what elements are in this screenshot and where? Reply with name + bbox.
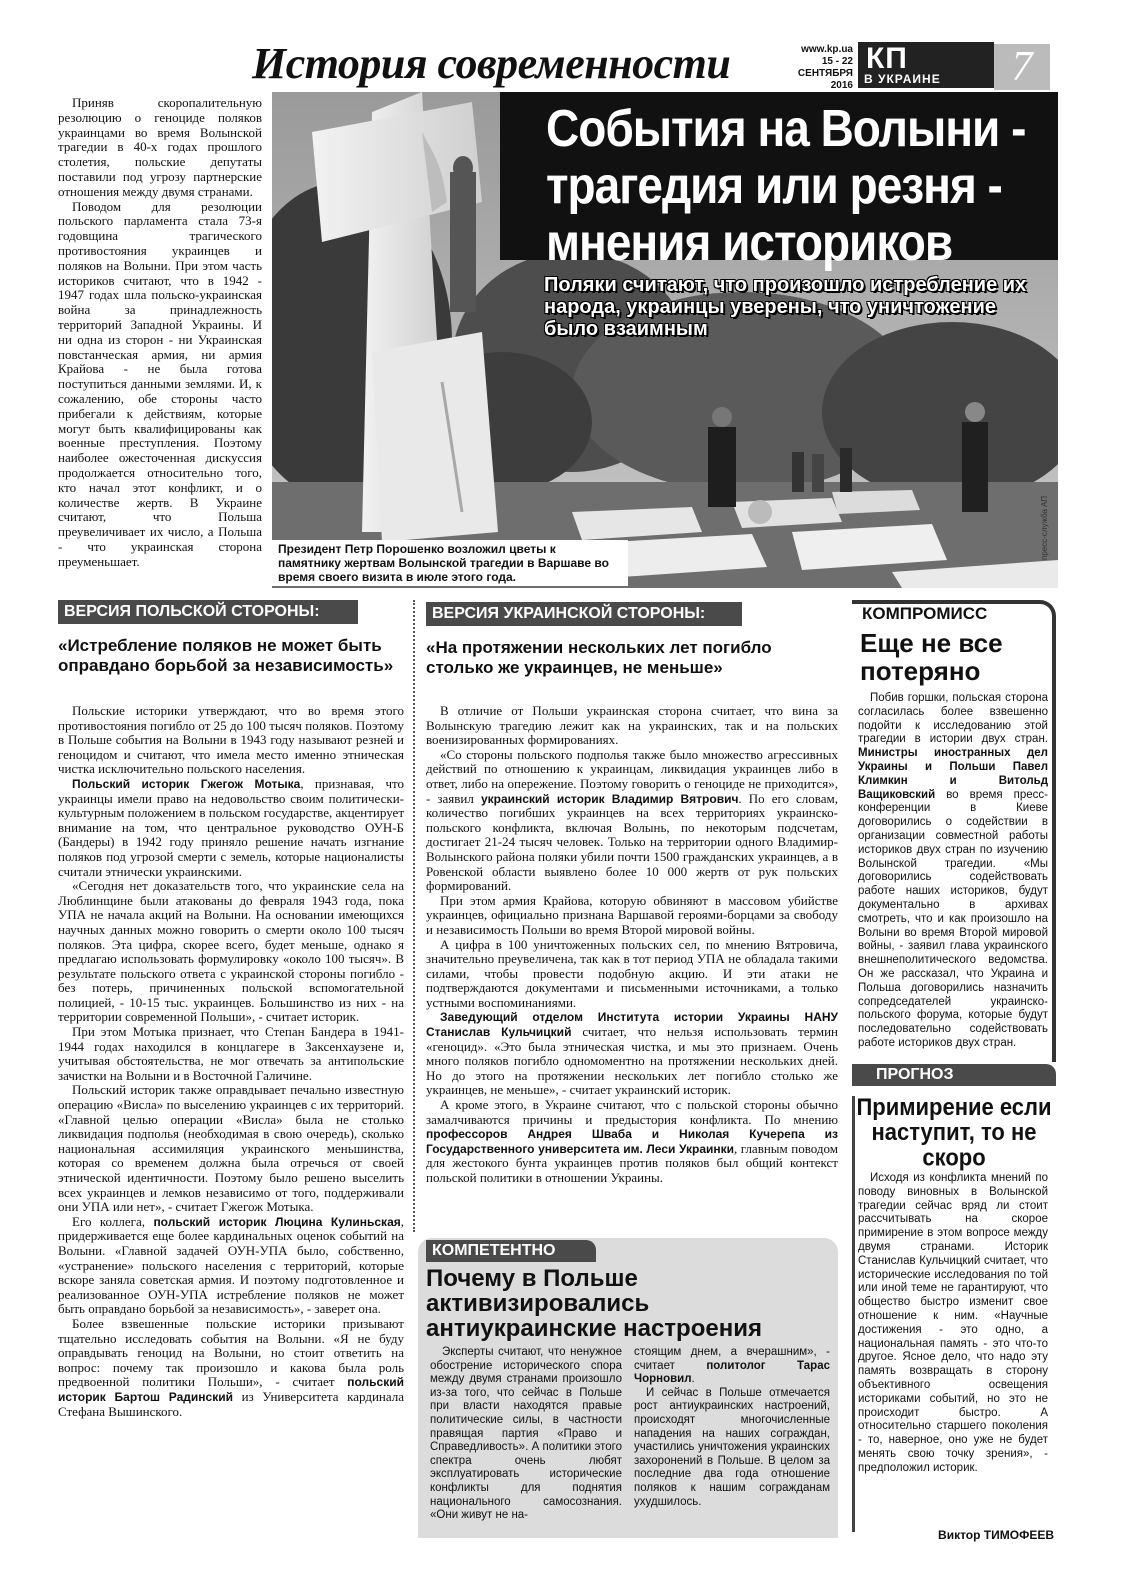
paragraph-text: стоящим днем, а вчерашним», - считает (634, 1346, 830, 1372)
paragraph (58, 1215, 404, 1317)
site-url: www.kp.ua (801, 44, 853, 55)
compromise-headline: Еще не все потеряно (860, 628, 1003, 686)
compromise-label: КОМПРОМИСС (862, 604, 988, 623)
intro-paragraph: Приняв скоропалительную резолюцию о геноциде поляков украинцами во время Волынской трагедии в 40-х годах прошлого столетия, польские депутаты поставили под угрозу партнерские отношения между двумя странами. (58, 95, 262, 199)
forecast-banner: ПРОГНОЗ (852, 1064, 1056, 1086)
paragraph-text: , признавая, что украинцы имели право на недовольство своим политически-культурным положением в польском государстве, акцентирует внимание на том, что центральное руководство ОУН-Б (Бандеры) в 1942 году приняло решение начать изгнание поляков под угрозой смерти с земель, которые националисты считали этнически украинскими. (58, 775, 404, 879)
page-number: 7 (994, 44, 1050, 90)
paragraph-text: во время пресс-конференции в Киеве договорились о содействии в организации совместной работы историков двух стран по изучению Волынской трагедии. «Мы договорились содействовать работе наших историков, будут документально в архивах смотреть, что и как произошло на Волыни во время Второй мировой войны, - заявил глава украинского внешнеполитического ведомства. Он же рассказал, что Украина и Польша договорились назначить сопредседателей украинско-польского форума, которые будут последовательно содействовать работе историков двух стран. (858, 788, 1048, 1049)
paragraph-text: «Со стороны польского подполья также было множество агрессивных действий по отношению к украинцам, ликвидация украинцев либо в ответ, либо на опережение. Поэтому говорить о геноциде не приходится», - заявил (426, 746, 838, 806)
compromise-text (858, 692, 1048, 1051)
intro-paragraph: Поводом для резолюции польского парламента стала 73-я годовщина трагического противостояния украинцев и поляков на Волыни. При этом часть историков считают, что в 1942 - 1947 годах шла польско-украинская война за принадлежность территорий Западной Украины. И ни одна из сторон - ни Украинская повстанческая армия, ни армия Крайова - не была готова поступиться данными землями. И, к сожалению, обе стороны часто прибегали к действиям, которые могут быть квалифицированы как военные преступления. Поэтому наиболее ожесточенная дискуссия продолжается относительно того, кто начал этот конфликт, и о количестве жертв. В Украине считают, что Польша преувеличивает их число, а Польша - что украинская сторона преуменьшает. (58, 198, 262, 569)
bold-name: Заведующий отделом Института истории Украины НАНУ Станислав Кульчицкий (426, 1010, 838, 1040)
paragraph: При этом Мотыка признает, что Степан Бандера в 1941-1944 годах находился в концлагере в Заксенхаузене и, учитывая обстоятельства, не мог отвечать за антипольские зачистки на Волыни и в Восточной Галичине. (58, 1024, 404, 1083)
bold-name: профессоров Андрея Шваба и Николая Кучерепа из Государственного университета им. Леси Украинки (426, 1127, 838, 1156)
paragraph: А цифра в 100 уничтоженных польских сел, по мнению Вятровича, значительно преувеличена, так как в тот период УПА не обладала такими силами, чтобы провести подобную акцию. И эти атаки не подтверждаются документами и письменными источниками, а только устными воспоминаниями. (426, 936, 838, 1010)
ukrainian-version-headline: «На протяжении нескольких лет погибло столько же украинцев, не меньше» (426, 638, 772, 677)
paragraph-text: Побив горшки, польская сторона согласилась более взвешенно подойти к исследованию этой трагедии в истории двух стран. (858, 692, 1048, 746)
paragraph: Исходя из конфликта мнений по поводу виновных в Волынской трагедии сейчас вряд ли стоит рассчитывать на скорое примирение в этом вопросе между двумя странами. Историк Станислав Кульчицкий считает, что исторические исследования по той или иной теме не гарантируют, что общество быстро изменит свое отношение к ним. «Научные достижения - это одно, а национальная память - это что-то другое. Ясное дело, что надо эту память возвращать в сторону объективного освещения историками событий, но это не происходит быстро. А относительно старшего поколения - то, наверное, оно уже не будет менять свою точку зрения», - предположил историк. (858, 1172, 1048, 1474)
paragraph-text: считает, что нельзя использовать термин «геноцид». «Это была этническая чистка, и мы это признаем. Очень много поляков погибло одномоментно на протяжении нескольких дней. Но до этого на протяжении нескольких лет погибло столько же украинцев, не меньше», - считает украинский историк. (426, 1024, 838, 1098)
issue-year: 2016 (830, 80, 853, 91)
photo-caption: Президент Петр Порошенко возложил цветы к памятнику жертвам Волынской трагедии в Варшаве во время своего визита в июле этого года. (272, 540, 628, 586)
forecast-headline: Примирение если наступит, то не скоро (856, 1092, 1052, 1171)
ukrainian-version-banner: ВЕРСИЯ УКРАИНСКОЙ СТОРОНЫ: (426, 602, 742, 626)
bold-name: Польский историк Гжегож Мотыка (72, 776, 301, 791)
ukrainian-version-text (426, 704, 838, 1186)
paragraph (426, 748, 838, 894)
paragraph (426, 1098, 838, 1186)
paragraph: Польские историки утверждают, что во время этого противостояния погибло от 25 до 100 тысяч поляков. Поэтому в Польше события на Волыни в 1943 году называют резней и геноцидом и считают, что имела место именно этническая чистка исключительно польского населения. (58, 703, 404, 777)
paragraph (858, 692, 1048, 1051)
paragraph (634, 1346, 830, 1387)
paragraph: В отличие от Польши украинская сторона считает, что вина за Волынскую трагедию лежит как на украинских, так и на польских военизированных формированиях. (426, 703, 838, 748)
paragraph (58, 777, 404, 879)
bold-name: политолог Тарас Чорновил (634, 1359, 830, 1386)
paragraph: Польский историк также оправдывает печально известную операцию «Висла» по выселению украинцев с их территорий. «Главной целью операции «Висла» была не столько ликвидация подполья (необходимая в свою очередь), сколько национальная ассимиляция украинского меньшинства, которая со временем должна была отречься от своей этнической идентичности. Поэтому было решено выселить всех украинцев и лемков независимо от того, поддерживали они УПА или нет», - считает Гжегож Мотыка. (58, 1082, 404, 1215)
paragraph: При этом армия Крайова, которую обвиняют в массовом убийстве украинцев, официально признана Варшавой героями-борцами за свободу и независимость Польши во время Второй мировой войны. (426, 892, 838, 937)
column-divider (413, 600, 415, 1232)
logo-bottom: В УКРАИНЕ (864, 72, 941, 86)
paragraph-text: . По его словам, количество погибших украинцев на всех территориях украинско-польского конфликта, включая Волынь, по некоторым подсчетам, достигает 21-24 тысяч человек. Только на территории одного Владимир-Волынского района поляки убили почти 1500 гражданских украинцев, а в Ровенской области выявлено более 10 000 жертв от рук польских формирований. (426, 790, 839, 894)
polish-version-text (58, 704, 404, 1419)
polish-version-headline: «Истребление поляков не может быть оправдано борьбой за независимость» (58, 636, 394, 675)
expert-headline: Почему в Польше активизировались антиукраинские настроения (426, 1265, 762, 1342)
section-title: История современности (252, 39, 731, 88)
bold-name: польский историк Люцина Кулиньская (153, 1214, 401, 1229)
expert-banner: КОМПЕТЕНТНО (426, 1240, 596, 1262)
paragraph (426, 1010, 838, 1098)
issue-meta (777, 44, 853, 92)
logo-top: КП (866, 42, 908, 75)
article-intro (58, 96, 262, 570)
issue-date: 15 - 22 СЕНТЯБРЯ (797, 56, 853, 79)
expert-text-col1 (430, 1346, 622, 1523)
polish-version-banner: ВЕРСИЯ ПОЛЬСКОЙ СТОРОНЫ: (58, 600, 358, 624)
paragraph-text: Более взвешенные польские историки призывают тщательно исследовать события на Волыни. «Я не буду оправдывать геноцид на Волыни, но стоит ответить на вопрос: почему так произошло и какова была роль предвоенной политики Польши», - считает (58, 1315, 404, 1390)
paragraph-text: Его коллега, (72, 1213, 154, 1229)
article-headline: События на Волыни - трагедия или резня - мнения историков (546, 98, 1026, 272)
paragraph-text: , главным поводом для жестокого бунта украинцев против поляков был общий контекст польской политики в отношении Украины. (426, 1140, 838, 1185)
photo-credit: пресс-служба АП (1040, 495, 1049, 560)
paragraph: Эксперты считают, что ненужное обострение исторического спора между двумя странами произошло из-за того, что сейчас в Польше при власти находятся правые политические силы, в частности правящая партия «Право и Справедливость». А политики этого спектра очень любят эксплуатировать исторические конфликты для поднятия национального самосознания. «Они живут не на- (430, 1346, 622, 1522)
paragraph-text: из Университета кардинала Стефана Вышинского. (58, 1388, 405, 1419)
forecast-side-bar (852, 1096, 855, 1532)
author-byline: Виктор ТИМОФЕЕВ (938, 1528, 1054, 1542)
paragraph: «Сегодня нет доказательств того, что украинские села на Люблинщине были атакованы до февраля 1943 года, пока УПА не начала акций на Волыни. На основании имеющихся научных данных можно говорить о смерти около 100 тысяч поляков. Эта цифра, скорее всего, будет меньше, однако я предлагаю использовать формулировку «около 100 тысяч». В результате польского ответа с украинской стороны погибло - без потерь, причиненных польской вспомогательной полицией, - 10-15 тыс. украинцев. Большинство из них - на территории современной Польши», - считает историк. (58, 878, 404, 1025)
paragraph: И сейчас в Польше отмечается рост антиукраинских настроений, происходят многочисленные нападения на наших сограждан, участились уничтожения украинских захоронений в Польше. В целом за последние два года отношение поляков к нашим согражданам ухудшилось. (634, 1386, 830, 1508)
bold-name: Министры иностранных дел Украины и Польши Павел Климкин и Витольд Ващиковский (858, 747, 1048, 801)
bold-name: польский историк Бартош Радинский (58, 1375, 404, 1404)
paragraph (58, 1317, 404, 1419)
bold-name: украинский историк Владимир Вятрович (480, 791, 739, 806)
paragraph-text: , придерживается еще более кардинальных оценок событий на Волыни. «Главной задачей ОУН-УПА было, собственно, «устранение» польского населения с территорий, которые вскоре заняла советская армия. И поэтому подготовленное и реализованное ОУН-УПА истребление поляков не может быть оправдано борьбой за независимость», - заверет она. (58, 1213, 404, 1317)
paragraph-text: А кроме этого, в Украине считают, что с польской стороны обычно замалчиваются причины и предыстория конфликта. По мнению (426, 1097, 838, 1127)
forecast-text (858, 1172, 1048, 1476)
paragraph-text: . (691, 1373, 695, 1386)
newspaper-logo (858, 42, 994, 88)
expert-text-col2 (634, 1346, 830, 1509)
article-subheadline: Поляки считают, что произошло истребление их народа, украинцы уверены, что уничтожение было взаимным (544, 274, 1027, 340)
